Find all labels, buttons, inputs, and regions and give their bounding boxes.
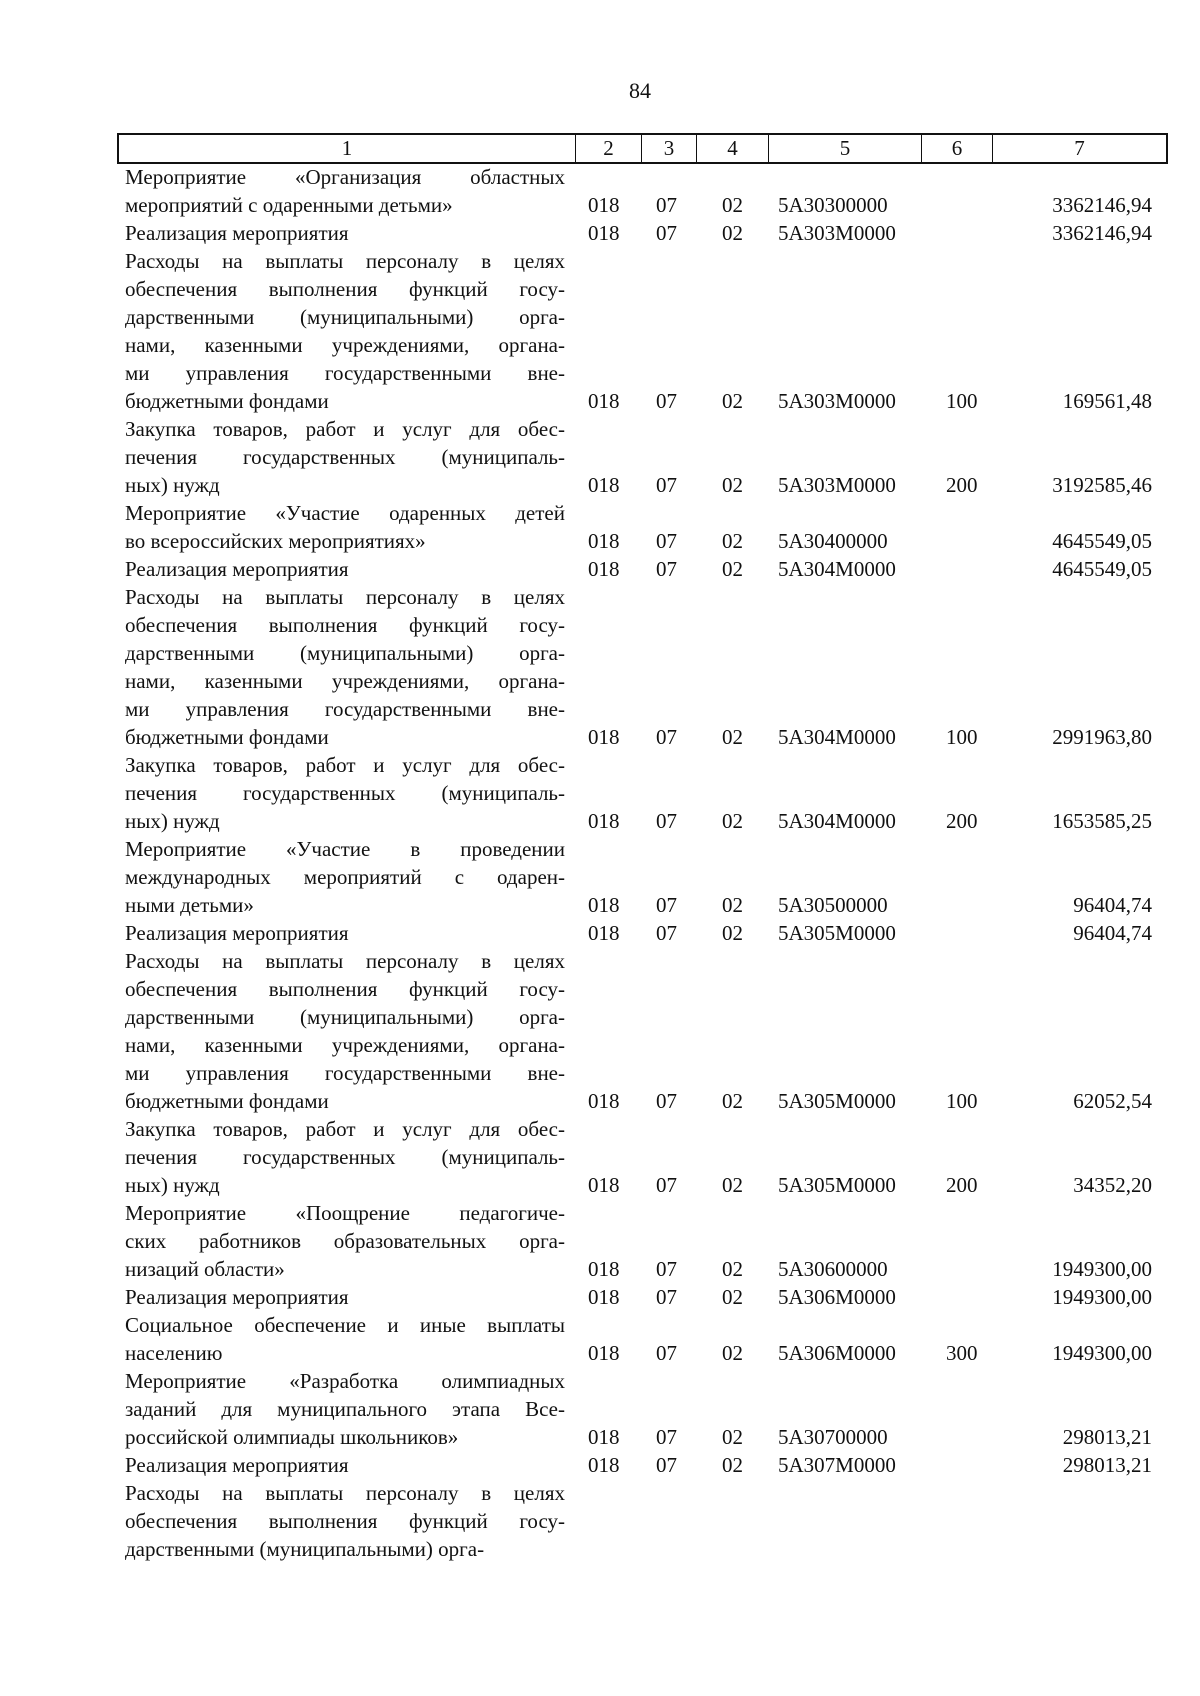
row-description [125, 1311, 565, 1367]
cell-col-3: 07 [656, 725, 677, 749]
cell-col-5: 5А30300000 [778, 193, 888, 217]
cell-col-2: 018 [588, 557, 620, 581]
description-line: нами, казенными учреждениями, органа- [125, 669, 565, 693]
description-line: ных) нужд [125, 473, 220, 497]
cell-col-7: 2991963,80 [1052, 725, 1152, 749]
table-row [0, 247, 1200, 415]
cell-col-5: 5А30600000 [778, 1257, 888, 1281]
description-line: бюджетными фондами [125, 389, 329, 413]
table-row [0, 947, 1200, 1115]
cell-col-4: 02 [722, 1089, 743, 1113]
cell-col-6: 200 [946, 1173, 978, 1197]
header-col-4: 4 [697, 135, 769, 162]
cell-col-6: 100 [946, 389, 978, 413]
cell-col-5: 5А305М0000 [778, 1089, 896, 1113]
header-col-2: 2 [576, 135, 642, 162]
header-col-7: 7 [1074, 136, 1085, 160]
cell-col-3: 07 [656, 221, 677, 245]
description-line: низаций области» [125, 1257, 285, 1281]
table-row [0, 1451, 1200, 1479]
table-row [0, 583, 1200, 751]
description-line: российской олимпиады школьников» [125, 1425, 459, 1449]
description-line: дарственными (муниципальными) орга- [125, 305, 565, 329]
cell-col-2: 018 [588, 193, 620, 217]
cell-col-5: 5А30400000 [778, 529, 888, 553]
header-col-3: 3 [642, 135, 697, 162]
cell-col-3: 07 [656, 1425, 677, 1449]
row-description [125, 835, 565, 919]
description-line: ными детьми» [125, 893, 254, 917]
cell-col-5: 5А303М0000 [778, 473, 896, 497]
table-row [0, 1311, 1200, 1367]
description-line: обеспечения выполнения функций госу- [125, 277, 565, 301]
cell-col-2: 018 [588, 529, 620, 553]
description-line: Реализация мероприятия [125, 1285, 349, 1309]
cell-col-5: 5А306М0000 [778, 1341, 896, 1365]
cell-col-2: 018 [588, 1453, 620, 1477]
cell-col-2: 018 [588, 1257, 620, 1281]
cell-col-2: 018 [588, 1285, 620, 1309]
cell-col-7: 3362146,94 [1052, 221, 1152, 245]
table-row [0, 919, 1200, 947]
description-line: обеспечения выполнения функций госу- [125, 613, 565, 637]
cell-col-6: 300 [946, 1341, 978, 1365]
description-line: Закупка товаров, работ и услуг для обес- [125, 753, 565, 777]
cell-col-4: 02 [722, 1425, 743, 1449]
description-line: нами, казенными учреждениями, органа- [125, 333, 565, 357]
cell-col-7: 298013,21 [1062, 1425, 1152, 1449]
cell-col-4: 02 [722, 921, 743, 945]
row-description [125, 1479, 565, 1563]
row-description [125, 219, 565, 247]
description-line: Закупка товаров, работ и услуг для обес- [125, 1117, 565, 1141]
cell-col-2: 018 [588, 725, 620, 749]
cell-col-7: 4645549,05 [1052, 557, 1152, 581]
cell-col-7: 298013,21 [1062, 1453, 1152, 1477]
cell-col-6: 200 [946, 809, 978, 833]
description-line: Реализация мероприятия [125, 557, 349, 581]
cell-col-4: 02 [722, 1257, 743, 1281]
cell-col-4: 02 [722, 1453, 743, 1477]
table-row [0, 1479, 1200, 1563]
table-row [0, 499, 1200, 555]
cell-col-7: 1653585,25 [1052, 809, 1152, 833]
description-line: обеспечения выполнения функций госу- [125, 1509, 565, 1533]
description-line: ных) нужд [125, 809, 220, 833]
cell-col-3: 07 [656, 809, 677, 833]
cell-col-4: 02 [722, 725, 743, 749]
cell-col-6: 200 [946, 473, 978, 497]
cell-col-4: 02 [722, 529, 743, 553]
table-row [0, 555, 1200, 583]
description-line: ских работников образовательных орга- [125, 1229, 565, 1253]
cell-col-7: 3362146,94 [1052, 193, 1152, 217]
description-line: дарственными (муниципальными) орга- [125, 1537, 485, 1561]
cell-col-2: 018 [588, 809, 620, 833]
table-row [0, 1199, 1200, 1283]
cell-col-3: 07 [656, 1089, 677, 1113]
description-line: ных) нужд [125, 1173, 220, 1197]
description-line: печения государственных (муниципаль- [125, 781, 565, 805]
cell-col-2: 018 [588, 389, 620, 413]
description-line: ми управления государственными вне- [125, 697, 565, 721]
header-col-1: 1 [119, 135, 576, 162]
cell-col-5: 5А304М0000 [778, 809, 896, 833]
cell-col-4: 02 [722, 1285, 743, 1309]
table-header-row [117, 133, 1168, 164]
description-line: Закупка товаров, работ и услуг для обес- [125, 417, 565, 441]
description-line: во всероссийских мероприятиях» [125, 529, 426, 553]
page-number: 84 [629, 78, 651, 103]
cell-col-4: 02 [722, 473, 743, 497]
cell-col-7: 1949300,00 [1052, 1257, 1152, 1281]
cell-col-5: 5А306М0000 [778, 1285, 896, 1309]
row-description [125, 947, 565, 1115]
cell-col-4: 02 [722, 1173, 743, 1197]
description-line: Реализация мероприятия [125, 921, 349, 945]
description-line: Мероприятие «Поощрение педагогиче- [125, 1201, 565, 1225]
description-line: Реализация мероприятия [125, 1453, 349, 1477]
cell-col-4: 02 [722, 221, 743, 245]
description-line: Расходы на выплаты персоналу в целях [125, 585, 565, 609]
description-line: Расходы на выплаты персоналу в целях [125, 1481, 565, 1505]
cell-col-5: 5А304М0000 [778, 725, 896, 749]
description-line: дарственными (муниципальными) орга- [125, 641, 565, 665]
cell-col-2: 018 [588, 1173, 620, 1197]
description-line: населению [125, 1341, 223, 1365]
row-description [125, 415, 565, 499]
cell-col-3: 07 [656, 1173, 677, 1197]
table-row [0, 415, 1200, 499]
table-body [0, 163, 1200, 1563]
header-col-6: 6 [922, 135, 993, 162]
cell-col-7: 4645549,05 [1052, 529, 1152, 553]
cell-col-2: 018 [588, 1341, 620, 1365]
cell-col-5: 5А30700000 [778, 1425, 888, 1449]
cell-col-3: 07 [656, 389, 677, 413]
cell-col-5: 5А305М0000 [778, 1173, 896, 1197]
cell-col-2: 018 [588, 473, 620, 497]
row-description [125, 1199, 565, 1283]
description-line: Расходы на выплаты персоналу в целях [125, 249, 565, 273]
cell-col-4: 02 [722, 1341, 743, 1365]
description-line: ми управления государственными вне- [125, 1061, 565, 1085]
description-line: бюджетными фондами [125, 1089, 329, 1113]
cell-col-7: 96404,74 [1073, 893, 1152, 917]
cell-col-2: 018 [588, 921, 620, 945]
row-description [125, 583, 565, 751]
row-description [125, 499, 565, 555]
description-line: печения государственных (муниципаль- [125, 445, 565, 469]
description-line: Социальное обеспечение и иные выплаты [125, 1313, 565, 1337]
header-col-5: 5 [769, 135, 922, 162]
cell-col-2: 018 [588, 221, 620, 245]
cell-col-3: 07 [656, 1341, 677, 1365]
row-description [125, 555, 565, 583]
cell-col-7: 169561,48 [1062, 389, 1152, 413]
cell-col-3: 07 [656, 193, 677, 217]
row-description [125, 1367, 565, 1451]
table-row [0, 751, 1200, 835]
cell-col-4: 02 [722, 389, 743, 413]
row-description [125, 751, 565, 835]
description-line: мероприятий с одаренными детьми» [125, 193, 453, 217]
cell-col-3: 07 [656, 473, 677, 497]
description-line: нами, казенными учреждениями, органа- [125, 1033, 565, 1057]
cell-col-7: 96404,74 [1073, 921, 1152, 945]
description-line: дарственными (муниципальными) орга- [125, 1005, 565, 1029]
table-row [0, 1115, 1200, 1199]
description-line: печения государственных (муниципаль- [125, 1145, 565, 1169]
description-line: Расходы на выплаты персоналу в целях [125, 949, 565, 973]
cell-col-2: 018 [588, 893, 620, 917]
table-row [0, 219, 1200, 247]
description-line: Мероприятие «Участие одаренных детей [125, 501, 565, 525]
table-row [0, 1367, 1200, 1451]
table-row [0, 163, 1200, 219]
cell-col-5: 5А305М0000 [778, 921, 896, 945]
cell-col-7: 62052,54 [1073, 1089, 1152, 1113]
cell-col-4: 02 [722, 193, 743, 217]
cell-col-7: 34352,20 [1073, 1173, 1152, 1197]
cell-col-7: 1949300,00 [1052, 1341, 1152, 1365]
cell-col-3: 07 [656, 529, 677, 553]
cell-col-6: 100 [946, 1089, 978, 1113]
cell-col-7: 1949300,00 [1052, 1285, 1152, 1309]
cell-col-5: 5А30500000 [778, 893, 888, 917]
cell-col-5: 5А303М0000 [778, 221, 896, 245]
cell-col-4: 02 [722, 893, 743, 917]
cell-col-3: 07 [656, 893, 677, 917]
cell-col-5: 5А304М0000 [778, 557, 896, 581]
description-line: Мероприятие «Разработка олимпиадных [125, 1369, 565, 1393]
description-line: бюджетными фондами [125, 725, 329, 749]
cell-col-5: 5А307М0000 [778, 1453, 896, 1477]
description-line: Мероприятие «Участие в проведении [125, 837, 565, 861]
cell-col-4: 02 [722, 557, 743, 581]
row-description [125, 1283, 565, 1311]
description-line: Мероприятие «Организация областных [125, 165, 565, 189]
cell-col-3: 07 [656, 1257, 677, 1281]
cell-col-2: 018 [588, 1425, 620, 1449]
row-description [125, 919, 565, 947]
description-line: обеспечения выполнения функций госу- [125, 977, 565, 1001]
description-line: заданий для муниципального этапа Все- [125, 1397, 565, 1421]
cell-col-3: 07 [656, 1285, 677, 1309]
table-row [0, 1283, 1200, 1311]
cell-col-3: 07 [656, 921, 677, 945]
cell-col-2: 018 [588, 1089, 620, 1113]
cell-col-3: 07 [656, 1453, 677, 1477]
cell-col-6: 100 [946, 725, 978, 749]
row-description [125, 1115, 565, 1199]
cell-col-3: 07 [656, 557, 677, 581]
cell-col-4: 02 [722, 809, 743, 833]
description-line: Реализация мероприятия [125, 221, 349, 245]
description-line: ми управления государственными вне- [125, 361, 565, 385]
cell-col-7: 3192585,46 [1052, 473, 1152, 497]
table-row [0, 835, 1200, 919]
cell-col-5: 5А303М0000 [778, 389, 896, 413]
row-description [125, 247, 565, 415]
row-description [125, 1451, 565, 1479]
row-description [125, 163, 565, 219]
description-line: международных мероприятий с одарен- [125, 865, 565, 889]
